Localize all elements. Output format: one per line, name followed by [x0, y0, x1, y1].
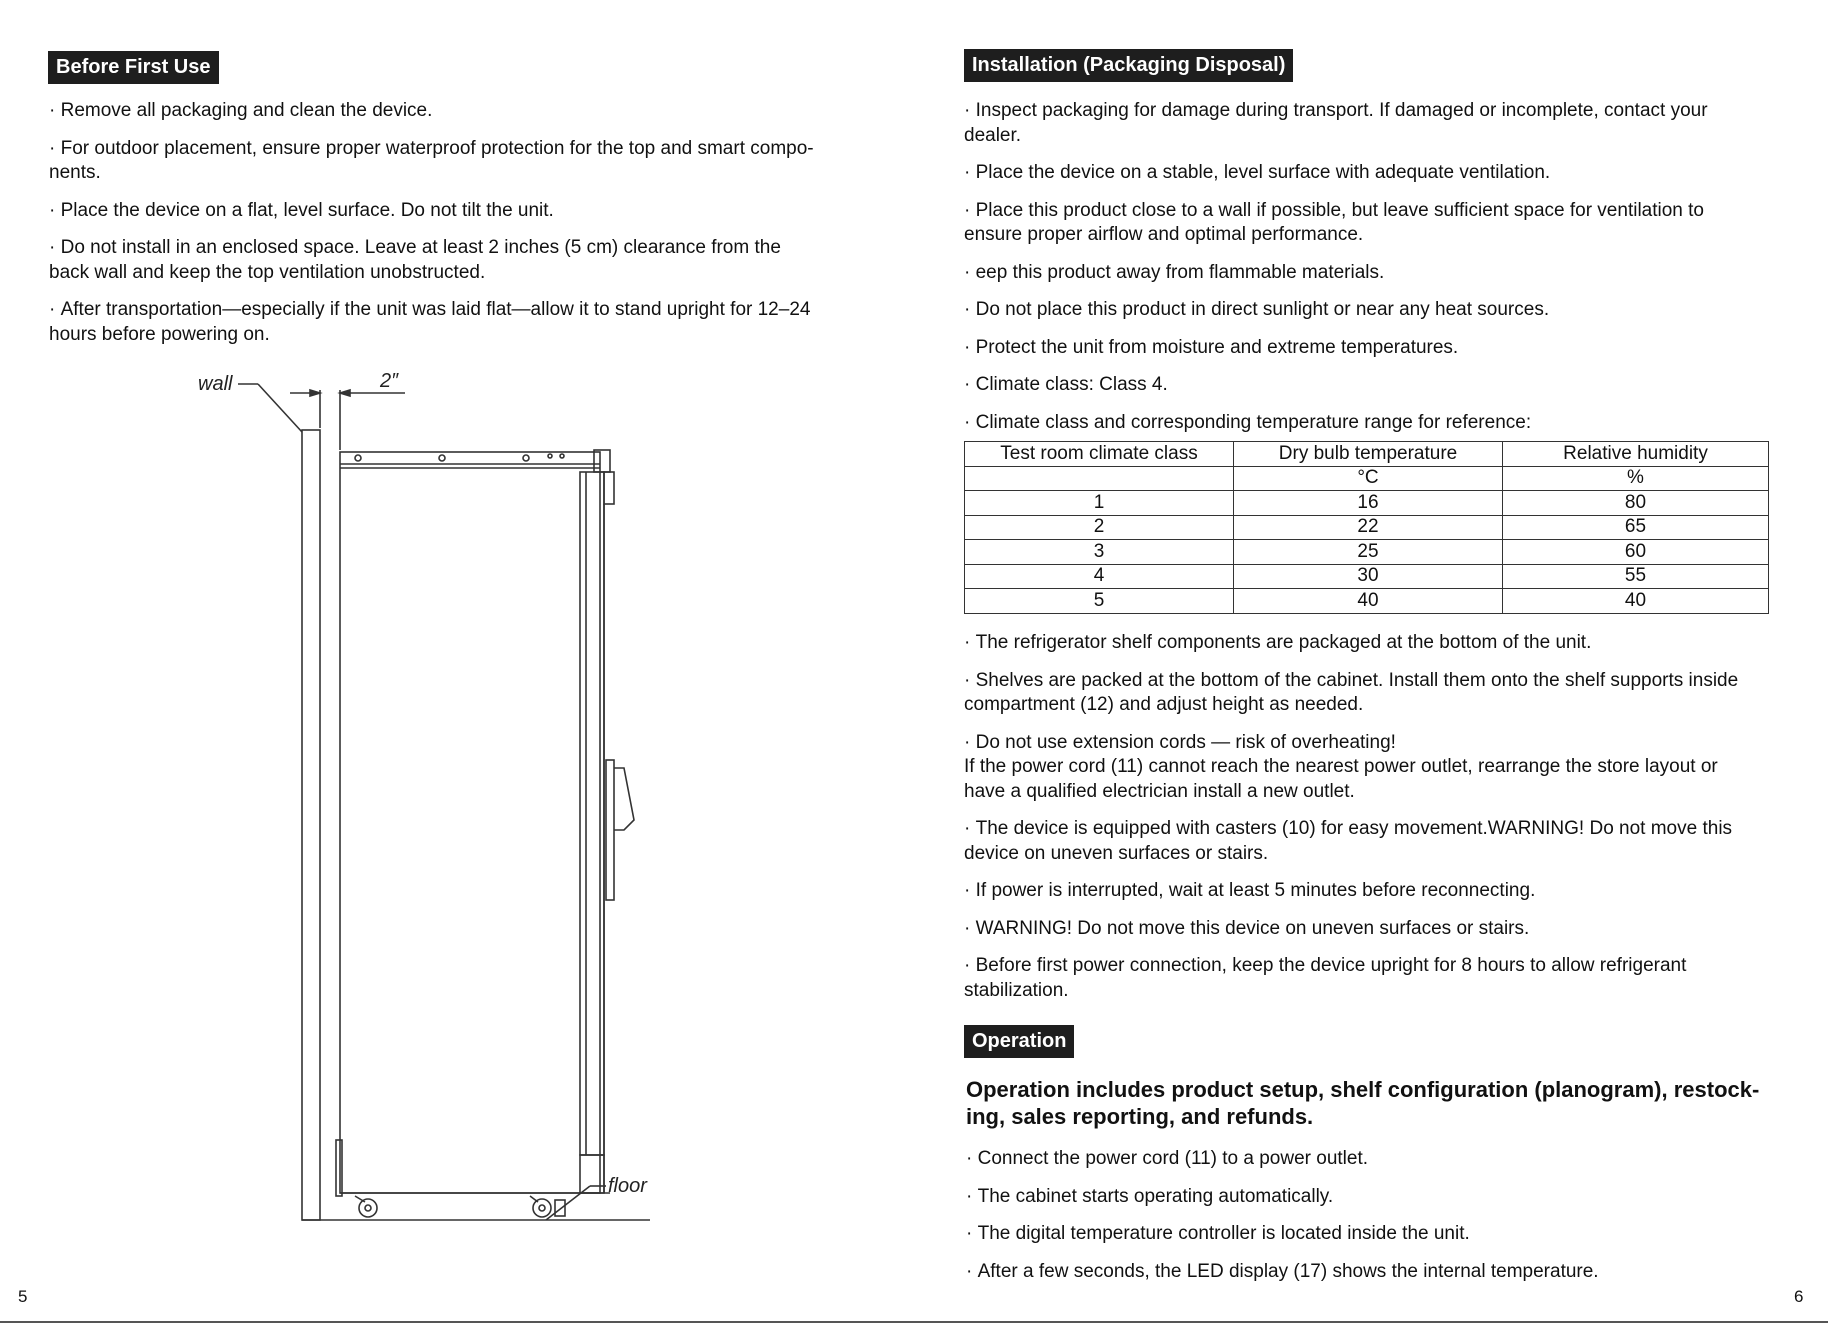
list-item: [964, 917, 1804, 942]
unit-climate-class: [965, 466, 1234, 491]
list-item-text: compartment (12) and adjust height as needed.: [964, 694, 1364, 715]
list-item-text: Place this product close to a wall if possible, but leave sufficient space for ventilation to: [975, 199, 1704, 221]
table-cell: 30: [1234, 564, 1503, 589]
before-first-use-list: [49, 99, 869, 360]
list-item-text: The digital temperature controller is located inside the unit.: [977, 1223, 1470, 1244]
list-item: [964, 99, 1804, 148]
list-item-text: Before first power connection, keep the device upright for 8 hours to allow refrigerant: [975, 955, 1687, 976]
list-item: [964, 817, 1804, 866]
operation-lead: [966, 1076, 1786, 1130]
list-item-text: have a qualified electrician install a new outlet.: [964, 780, 1355, 802]
table-cell: 1: [965, 491, 1234, 516]
operation-list: [966, 1147, 1806, 1297]
list-item: [964, 161, 1804, 186]
table-cell: 55: [1503, 564, 1769, 589]
table-row: [965, 564, 1769, 589]
list-item: [964, 669, 1804, 718]
before-first-use-heading: Before First Use: [48, 51, 219, 84]
col-header-dry-bulb: Dry bulb temperature: [1234, 442, 1503, 467]
unit-dry-bulb: °C: [1234, 466, 1503, 491]
table-cell: 80: [1503, 491, 1769, 516]
list-item: [49, 99, 869, 124]
list-item-text: WARNING! Do not move this device on uneven surfaces or stairs.: [975, 917, 1530, 939]
table-header-row: [965, 442, 1769, 467]
caster-wheel: [533, 1199, 551, 1217]
list-item-text: eep this product away from flammable materials.: [975, 261, 1385, 283]
wall-shape: [302, 430, 320, 1220]
list-item-text: Place the device on a flat, level surface. Do not tilt the unit.: [60, 199, 554, 221]
list-item-text: Do not install in an enclosed space. Leave at least 2 inches (5 cm) clearance from the: [60, 237, 781, 258]
table-row: [965, 589, 1769, 614]
list-item-text: For outdoor placement, ensure proper waterproof protection for the top and smart compo-: [60, 137, 814, 159]
wall-label: wall: [198, 373, 233, 395]
list-item: [964, 373, 1804, 398]
list-item-text: The cabinet starts operating automatically.: [977, 1185, 1334, 1207]
list-item-text: nents.: [49, 162, 101, 183]
list-item-text: Climate class and corresponding temperature range for reference:: [975, 411, 1532, 433]
list-item-text: Inspect packaging for damage during transport. If damaged or incomplete, contact your: [975, 100, 1708, 121]
list-item-text: Connect the power cord (11) to a power outlet.: [977, 1148, 1369, 1169]
list-item-text: ensure proper airflow and optimal performance.: [964, 224, 1364, 245]
list-item-text: The device is equipped with casters (10) for easy movement.WARNING! Do not move this: [975, 818, 1733, 839]
bottom-rule: [0, 1321, 1828, 1323]
table-cell: 2: [965, 515, 1234, 540]
table-cell: 40: [1234, 589, 1503, 614]
table-row: [965, 491, 1769, 516]
page-number-right: 6: [1794, 1287, 1804, 1306]
list-item: [49, 199, 869, 224]
list-item-text: Climate class: Class 4.: [975, 374, 1168, 395]
list-item: [966, 1185, 1806, 1210]
installation-list: [964, 99, 1804, 448]
page-number-left: 5: [18, 1287, 28, 1306]
table-cell: 3: [965, 540, 1234, 565]
list-item-text: Remove all packaging and clean the device.: [60, 100, 433, 121]
list-item-text: stabilization.: [964, 979, 1069, 1001]
list-item-text: hours before powering on.: [49, 323, 270, 345]
list-item-text: Protect the unit from moisture and extreme temperatures.: [975, 336, 1459, 358]
col-header-climate-class: Test room climate class: [965, 442, 1234, 467]
list-item-text: The refrigerator shelf components are packaged at the bottom of the unit.: [975, 632, 1592, 653]
list-item-text: After transportation—especially if the unit was laid flat—allow it to stand upright for 12–24: [60, 299, 811, 320]
list-item: [964, 298, 1804, 323]
list-item: [964, 261, 1804, 286]
list-item: [964, 199, 1804, 248]
list-item-text: Place the device on a stable, level surface with adequate ventilation.: [975, 162, 1551, 183]
list-item-text: Do not place this product in direct sunlight or near any heat sources.: [975, 299, 1550, 320]
list-item: [966, 1222, 1806, 1247]
cabinet-body: [340, 452, 600, 1193]
table-cell: 60: [1503, 540, 1769, 565]
floor-label: floor: [608, 1175, 647, 1197]
unit-humidity: %: [1503, 466, 1769, 491]
list-item: [964, 954, 1804, 1003]
list-item: [49, 137, 869, 186]
installation-clearance-diagram: [150, 360, 770, 1240]
shelf-power-list: [964, 631, 1804, 1016]
list-item: [964, 879, 1804, 904]
list-item-text: dealer.: [964, 124, 1022, 146]
table-row: [965, 515, 1769, 540]
table-cell: 22: [1234, 515, 1503, 540]
operation-lead-line: Operation includes product setup, shelf configuration (planogram), restock-: [966, 1077, 1760, 1102]
list-item-text: device on uneven surfaces or stairs.: [964, 842, 1269, 864]
caster-wheel: [359, 1199, 377, 1217]
list-item: [964, 336, 1804, 361]
list-item: [49, 236, 869, 285]
list-item: [964, 731, 1804, 805]
operation-heading: Operation: [964, 1025, 1074, 1058]
table-cell: 4: [965, 564, 1234, 589]
leveling-foot: [555, 1200, 565, 1216]
list-item-text: If power is interrupted, wait at least 5 minutes before reconnecting.: [975, 880, 1536, 901]
table-cell: 25: [1234, 540, 1503, 565]
list-item: [49, 298, 869, 347]
table-units-row: [965, 466, 1769, 491]
table-cell: 5: [965, 589, 1234, 614]
table-cell: 40: [1503, 589, 1769, 614]
list-item-text: Shelves are packed at the bottom of the cabinet. Install them onto the shelf supports inside: [975, 669, 1739, 691]
list-item: [966, 1147, 1806, 1172]
list-item: [964, 631, 1804, 656]
list-item-text: back wall and keep the top ventilation unobstructed.: [49, 261, 486, 283]
list-item-text: If the power cord (11) cannot reach the nearest power outlet, rearrange the store layout or: [964, 756, 1718, 777]
right-page: [914, 0, 1828, 1324]
gap-label: 2″: [380, 370, 399, 392]
list-item-text: After a few seconds, the LED display (17) shows the internal temperature.: [977, 1260, 1599, 1282]
installation-heading: Installation (Packaging Disposal): [964, 49, 1293, 82]
table-cell: 65: [1503, 515, 1769, 540]
climate-class-table: [964, 441, 1769, 614]
table-cell: 16: [1234, 491, 1503, 516]
list-item: [964, 411, 1804, 436]
door-handle: [606, 760, 614, 900]
table-row: [965, 540, 1769, 565]
list-item-text: Do not use extension cords — risk of overheating!: [975, 731, 1396, 753]
list-item: [966, 1260, 1806, 1285]
col-header-humidity: Relative humidity: [1503, 442, 1769, 467]
operation-lead-line: ing, sales reporting, and refunds.: [966, 1104, 1314, 1129]
